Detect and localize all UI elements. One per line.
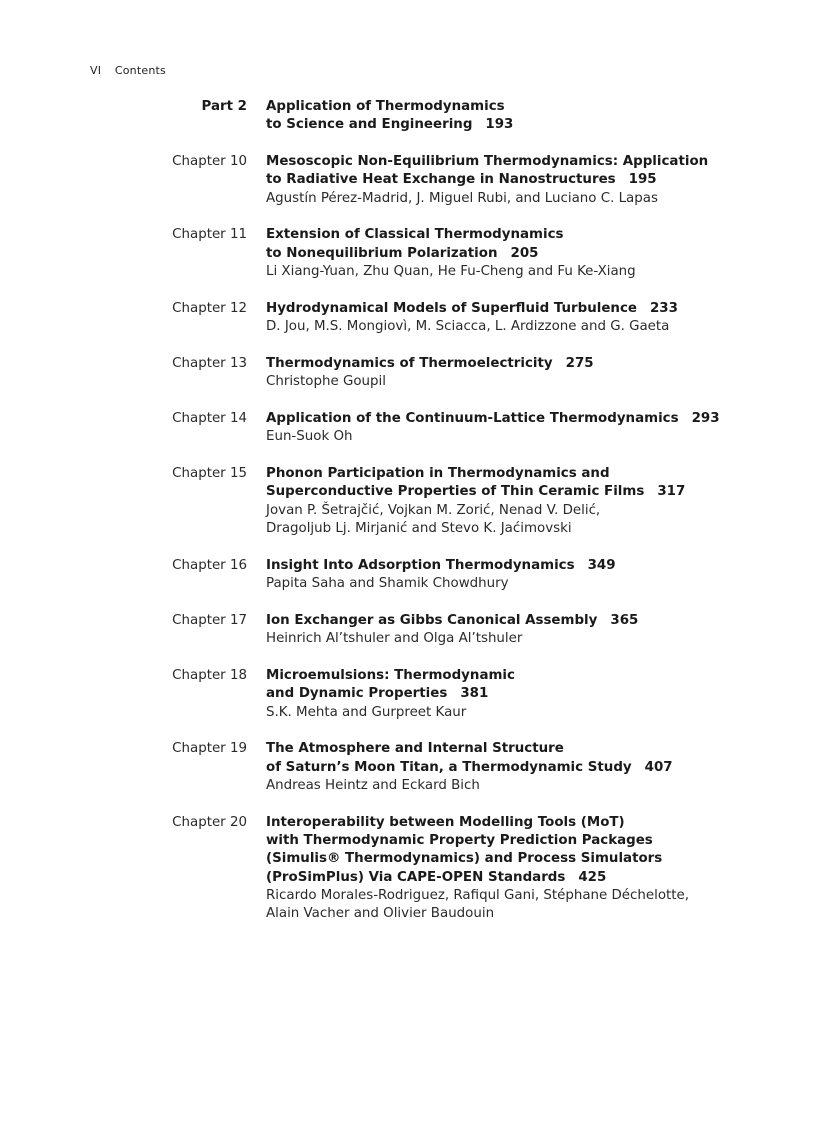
entry-body [266, 612, 766, 649]
entry-authors: Ricardo Morales-Rodriguez, Rafiqul Gani, Stéphane Déchelotte, [266, 888, 690, 903]
entry-title-line [266, 832, 766, 850]
entry-title-line [266, 483, 766, 501]
chapter-label: Chapter 13 [172, 355, 247, 371]
entry-title-line [266, 667, 766, 685]
entry-body [266, 667, 766, 722]
entry-title-line [266, 226, 766, 244]
entry-title-line [266, 685, 766, 703]
chapter-entry [0, 612, 816, 649]
chapter-entry [0, 410, 816, 447]
entry-title-text: Mesoscopic Non-Equilibrium Thermodynamics: Application [266, 154, 709, 170]
entry-authors: Eun-Suok Oh [266, 429, 353, 445]
entry-authors: Dragoljub Lj. Mirjanić and Stevo K. Jaćimovski [266, 521, 572, 537]
entry-page-number: 365 [610, 612, 639, 628]
entry-title-text: (Simulis® Thermodynamics) and Process Simulators [266, 851, 663, 867]
entry-title-line [266, 300, 766, 318]
entry-authors: S.K. Mehta and Gurpreet Kaur [266, 704, 467, 720]
entry-title-line [266, 612, 766, 630]
entry-title-text: to Nonequilibrium Polarization [266, 245, 498, 261]
entry-page-number: 425 [578, 869, 607, 885]
chapter-label: Chapter 11 [172, 227, 247, 243]
entry-title-line [266, 116, 766, 134]
running-head [90, 64, 166, 77]
chapter-entry [0, 153, 816, 208]
entry-title-line [266, 869, 766, 887]
entry-title-line [266, 410, 766, 428]
entry-title-text: Extension of Classical Thermodynamics [266, 227, 564, 243]
entry-title-text: Ion Exchanger as Gibbs Canonical Assembly [266, 612, 598, 628]
entry-title-text: The Atmosphere and Internal Structure [266, 741, 564, 757]
entry-title-text: (ProSimPlus) Via CAPE-OPEN Standards [266, 869, 566, 885]
part-label: Part 2 [201, 99, 247, 114]
entry-body [266, 98, 766, 135]
entry-authors: Alain Vacher and Olivier Baudouin [266, 906, 495, 922]
entry-title-text: to Radiative Heat Exchange in Nanostructures [266, 172, 616, 188]
entry-body [266, 410, 766, 447]
chapter-entry [0, 814, 816, 924]
chapter-label: Chapter 17 [172, 612, 247, 628]
entry-title-line [266, 557, 766, 575]
chapter-label: Chapter 14 [172, 411, 247, 427]
entry-title-text: Application of the Continuum-Lattice Thermodynamics [266, 411, 679, 427]
entry-page-number: 195 [628, 172, 657, 188]
running-head-section: Contents [114, 64, 166, 77]
part-entry [0, 98, 816, 135]
entry-title-text: Thermodynamics of Thermoelectricity [266, 355, 553, 371]
chapter-label: Chapter 10 [172, 154, 247, 170]
entry-authors: Andreas Heintz and Eckard Bich [266, 778, 480, 794]
entry-body [266, 153, 766, 208]
entry-page-number: 317 [657, 484, 686, 500]
chapter-label: Chapter 18 [172, 668, 247, 684]
entry-title-text: with Thermodynamic Property Prediction Packages [266, 833, 653, 849]
entry-title-text: Microemulsions: Thermodynamic [266, 668, 515, 684]
entry-page-number: 293 [691, 411, 720, 427]
chapter-label: Chapter 19 [172, 741, 247, 757]
entry-title-line [266, 355, 766, 373]
entry-page-number: 233 [649, 300, 678, 316]
entry-body [266, 300, 766, 337]
entry-title-line [266, 245, 766, 263]
entry-body [266, 355, 766, 392]
entry-title-line [266, 465, 766, 483]
chapter-label: Chapter 15 [172, 466, 247, 482]
entry-title-text: to Science and Engineering [266, 117, 473, 133]
entry-title-line [266, 171, 766, 189]
entry-page-number: 349 [587, 557, 616, 573]
entry-title-line [266, 153, 766, 171]
entry-title-text: Superconductive Properties of Thin Ceramic Films [266, 484, 645, 500]
entry-authors: Jovan P. Šetrajčić, Vojkan M. Zorić, Nenad V. Delić, [266, 502, 601, 518]
entry-title-line [266, 98, 766, 116]
entry-body [266, 226, 766, 281]
entry-body [266, 465, 766, 538]
chapter-label: Chapter 16 [172, 557, 247, 573]
chapter-label: Chapter 20 [172, 814, 247, 830]
entry-title-line [266, 814, 766, 832]
entry-title-text: Insight Into Adsorption Thermodynamics [266, 557, 575, 573]
entry-title-text: and Dynamic Properties [266, 686, 448, 702]
entry-title-text: Application of Thermodynamics [266, 99, 505, 114]
entry-page-number: 193 [485, 117, 514, 133]
entry-page-number: 381 [460, 686, 489, 702]
entry-page-number: 275 [565, 355, 594, 371]
entry-title-line [266, 740, 766, 758]
entry-title-text: Interoperability between Modelling Tools (MoT) [266, 814, 625, 830]
chapter-entry [0, 355, 816, 392]
chapter-entry [0, 557, 816, 594]
page-number: VI [90, 64, 102, 77]
entry-title-text: Phonon Participation in Thermodynamics and [266, 466, 610, 482]
entry-authors: Heinrich Al’tshuler and Olga Al’tshuler [266, 631, 523, 647]
entry-authors: Christophe Goupil [266, 374, 386, 390]
entry-body [266, 557, 766, 594]
entry-page-number: 205 [510, 245, 539, 261]
entry-title-line [266, 759, 766, 777]
entry-authors: Papita Saha and Shamik Chowdhury [266, 576, 509, 592]
table-of-contents [0, 98, 816, 942]
entry-body [266, 814, 766, 924]
entry-authors: Agustín Pérez-Madrid, J. Miguel Rubi, and Luciano C. Lapas [266, 190, 658, 206]
chapter-entry [0, 667, 816, 722]
chapter-entry [0, 465, 816, 538]
entry-page-number: 407 [644, 759, 673, 775]
entry-title-line [266, 850, 766, 868]
entry-authors: D. Jou, M.S. Mongiovì, M. Sciacca, L. Ardizzone and G. Gaeta [266, 319, 670, 335]
entry-authors: Li Xiang-Yuan, Zhu Quan, He Fu-Cheng and Fu Ke-Xiang [266, 264, 636, 280]
chapter-label: Chapter 12 [172, 300, 247, 316]
chapter-entry [0, 740, 816, 795]
entry-title-text: Hydrodynamical Models of Superfluid Turbulence [266, 300, 637, 316]
entry-title-text: of Saturn’s Moon Titan, a Thermodynamic Study [266, 759, 632, 775]
entry-body [266, 740, 766, 795]
chapter-entry [0, 300, 816, 337]
chapter-entry [0, 226, 816, 281]
